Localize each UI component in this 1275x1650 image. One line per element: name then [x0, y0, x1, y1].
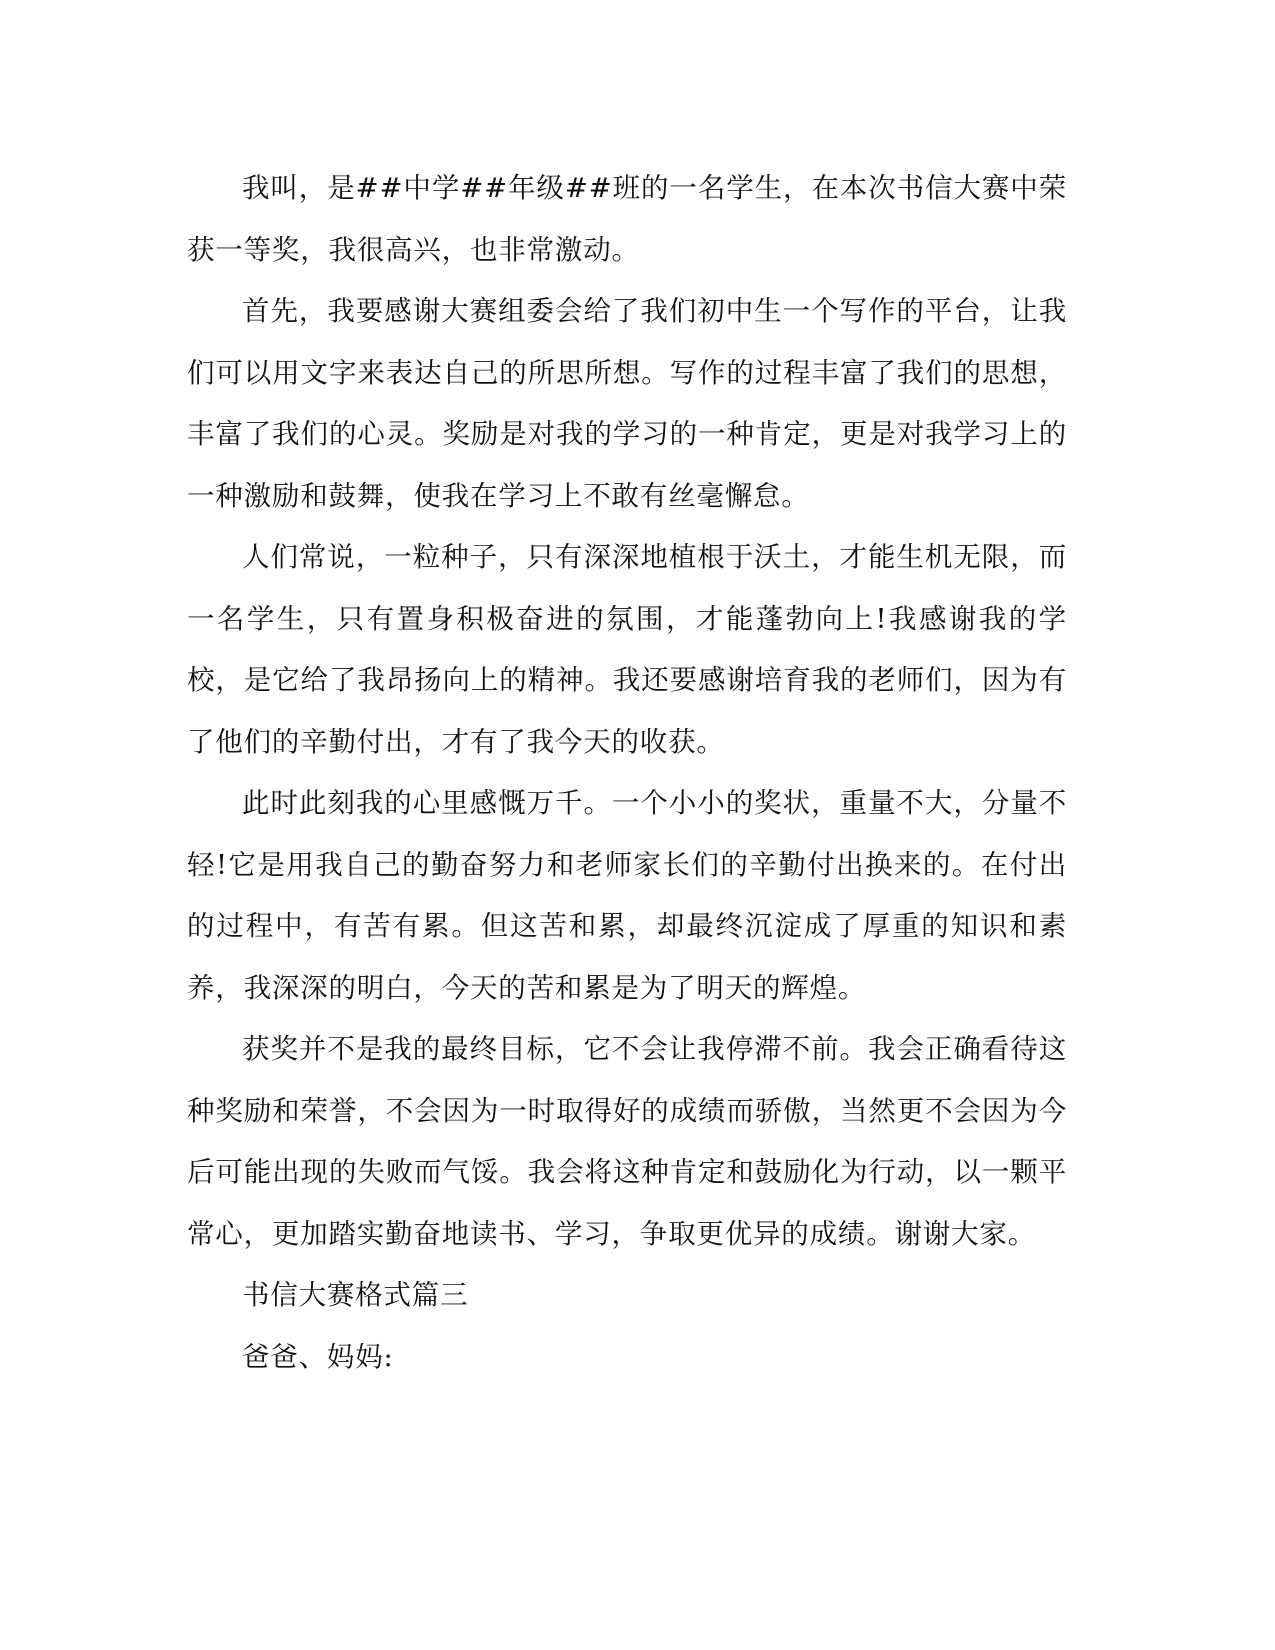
paragraph-feelings: 此时此刻我的心里感慨万千。一个小小的奖状，重量不大，分量不轻!它是用我自己的勤奋努力和老师家长们的辛勤付出换来的。在付出的过程中，有苦有累。但这苦和累，却最终沉淀成了厚重的知识和素养，我深深的明白，今天的苦和累是为了明天的辉煌。: [187, 787, 1067, 1004]
section-heading: 书信大赛格式篇三: [242, 1279, 469, 1311]
paragraph-future-goals: 获奖并不是我的最终目标，它不会让我停滞不前。我会正确看待这种奖励和荣誉，不会因为一时取得好的成绩而骄傲，当然更不会因为今后可能出现的失败而气馁。我会将这种肯定和鼓励化为行动，以一颗平常心，更加踏实勤奋地读书、学习，争取更优异的成绩。谢谢大家。: [187, 1033, 1067, 1250]
paragraph-award-intro: 我叫，是##中学##年级##班的一名学生，在本次书信大赛中荣获一等奖，我很高兴，也非常激动。: [187, 172, 1067, 266]
paragraph-thanks-committee: 首先，我要感谢大赛组委会给了我们初中生一个写作的平台，让我们可以用文字来表达自己的所思所想。写作的过程丰富了我们的思想，丰富了我们的心灵。奖励是对我的学习的一种肯定，更是对我学习上的一种激励和鼓舞，使我在学习上不敢有丝毫懈怠。: [187, 295, 1067, 512]
document-body: [187, 158, 1067, 1388]
letter-salutation: 爸爸、妈妈:: [242, 1340, 394, 1373]
paragraph-thanks-school: 人们常说，一粒种子，只有深深地植根于沃土，才能生机无限，而一名学生，只有置身积极奋进的氛围，才能蓬勃向上!我感谢我的学校，是它给了我昂扬向上的精神。我还要感谢培育我的老师们，因为有了他们的辛勤付出，才有了我今天的收获。: [187, 541, 1067, 758]
